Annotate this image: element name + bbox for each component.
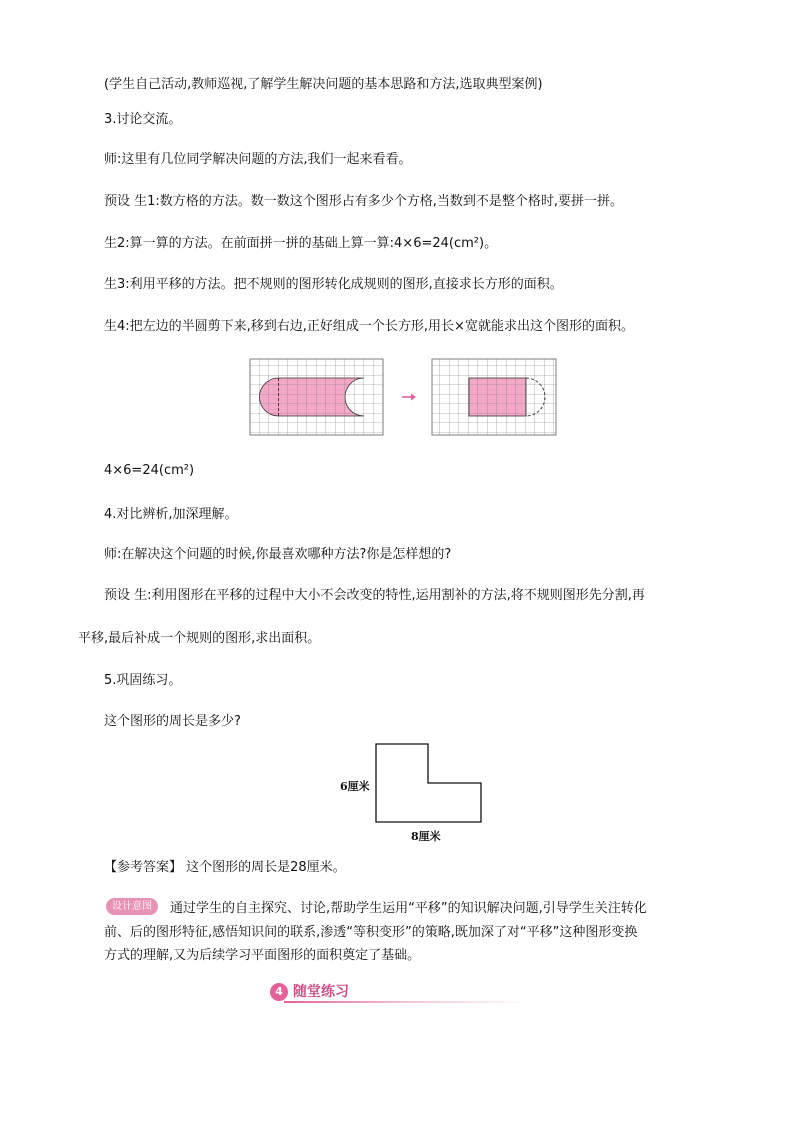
result-formula: 4×6=24(cm²) bbox=[104, 463, 195, 478]
activity-note: (学生自己活动,教师巡视,了解学生解决问题的基本思路和方法,选取典型案例) bbox=[104, 77, 543, 92]
preset-student-1: 预设 生1:数方格的方法。数一数这个图形占有多少个方格,当数到不是整个格时,要拼一拼。 bbox=[104, 194, 624, 209]
step-3-heading: 3.讨论交流。 bbox=[104, 112, 182, 127]
width-label: 8厘米 bbox=[411, 830, 441, 843]
student-4-line: 生4:把左边的半圆剪下来,移到右边,正好组成一个长方形,用长×宽就能求出这个图形的面积。 bbox=[104, 319, 634, 334]
section-number-badge: 4 bbox=[270, 983, 288, 1001]
height-label: 6厘米 bbox=[340, 780, 370, 793]
student-2-line: 生2:算一算的方法。在前面拼一拼的基础上算一算:4×6=24(cm²)。 bbox=[104, 236, 498, 251]
preset-answer-1: 预设 生:利用图形在平移的过程中大小不会改变的特性,运用割补的方法,将不规则图形先分割,再 bbox=[104, 588, 645, 603]
left-grid bbox=[250, 359, 383, 435]
step-4-heading: 4.对比辨析,加深理解。 bbox=[104, 507, 238, 522]
design-intent-line-3: 方式的理解,又为后续学习平面图形的面积奠定了基础。 bbox=[104, 948, 421, 963]
translation-diagram bbox=[240, 356, 570, 438]
design-intent-line-1: 通过学生的自主探究、讨论,帮助学生运用“平移”的知识解决问题,引导学生关注转化 bbox=[170, 901, 647, 916]
right-grid bbox=[432, 359, 556, 435]
section-title: 随堂练习 bbox=[293, 984, 349, 1000]
reference-answer: 【参考答案】 这个图形的周长是28厘米。 bbox=[104, 860, 346, 875]
design-intent-badge: 设计意图 bbox=[106, 898, 158, 915]
teacher-line-1: 师:这里有几位同学解决问题的方法,我们一起来看看。 bbox=[104, 152, 412, 167]
l-shape-figure bbox=[374, 742, 486, 826]
translate-arrow-icon bbox=[402, 394, 416, 401]
section-underline bbox=[284, 1001, 528, 1003]
preset-answer-2: 平移,最后补成一个规则的图形,求出面积。 bbox=[78, 631, 321, 646]
step-5-heading: 5.巩固练习。 bbox=[104, 673, 182, 688]
exercise-question: 这个图形的周长是多少? bbox=[104, 714, 241, 729]
teacher-question: 师:在解决这个问题的时候,你最喜欢哪种方法?你是怎样想的? bbox=[104, 547, 452, 562]
student-3-line: 生3:利用平移的方法。把不规则的图形转化成规则的图形,直接求长方形的面积。 bbox=[104, 277, 563, 292]
design-intent-line-2: 前、后的图形特征,感悟知识间的联系,渗透“等积变形”的策略,既加深了对“平移”这种图形变换 bbox=[104, 925, 638, 940]
